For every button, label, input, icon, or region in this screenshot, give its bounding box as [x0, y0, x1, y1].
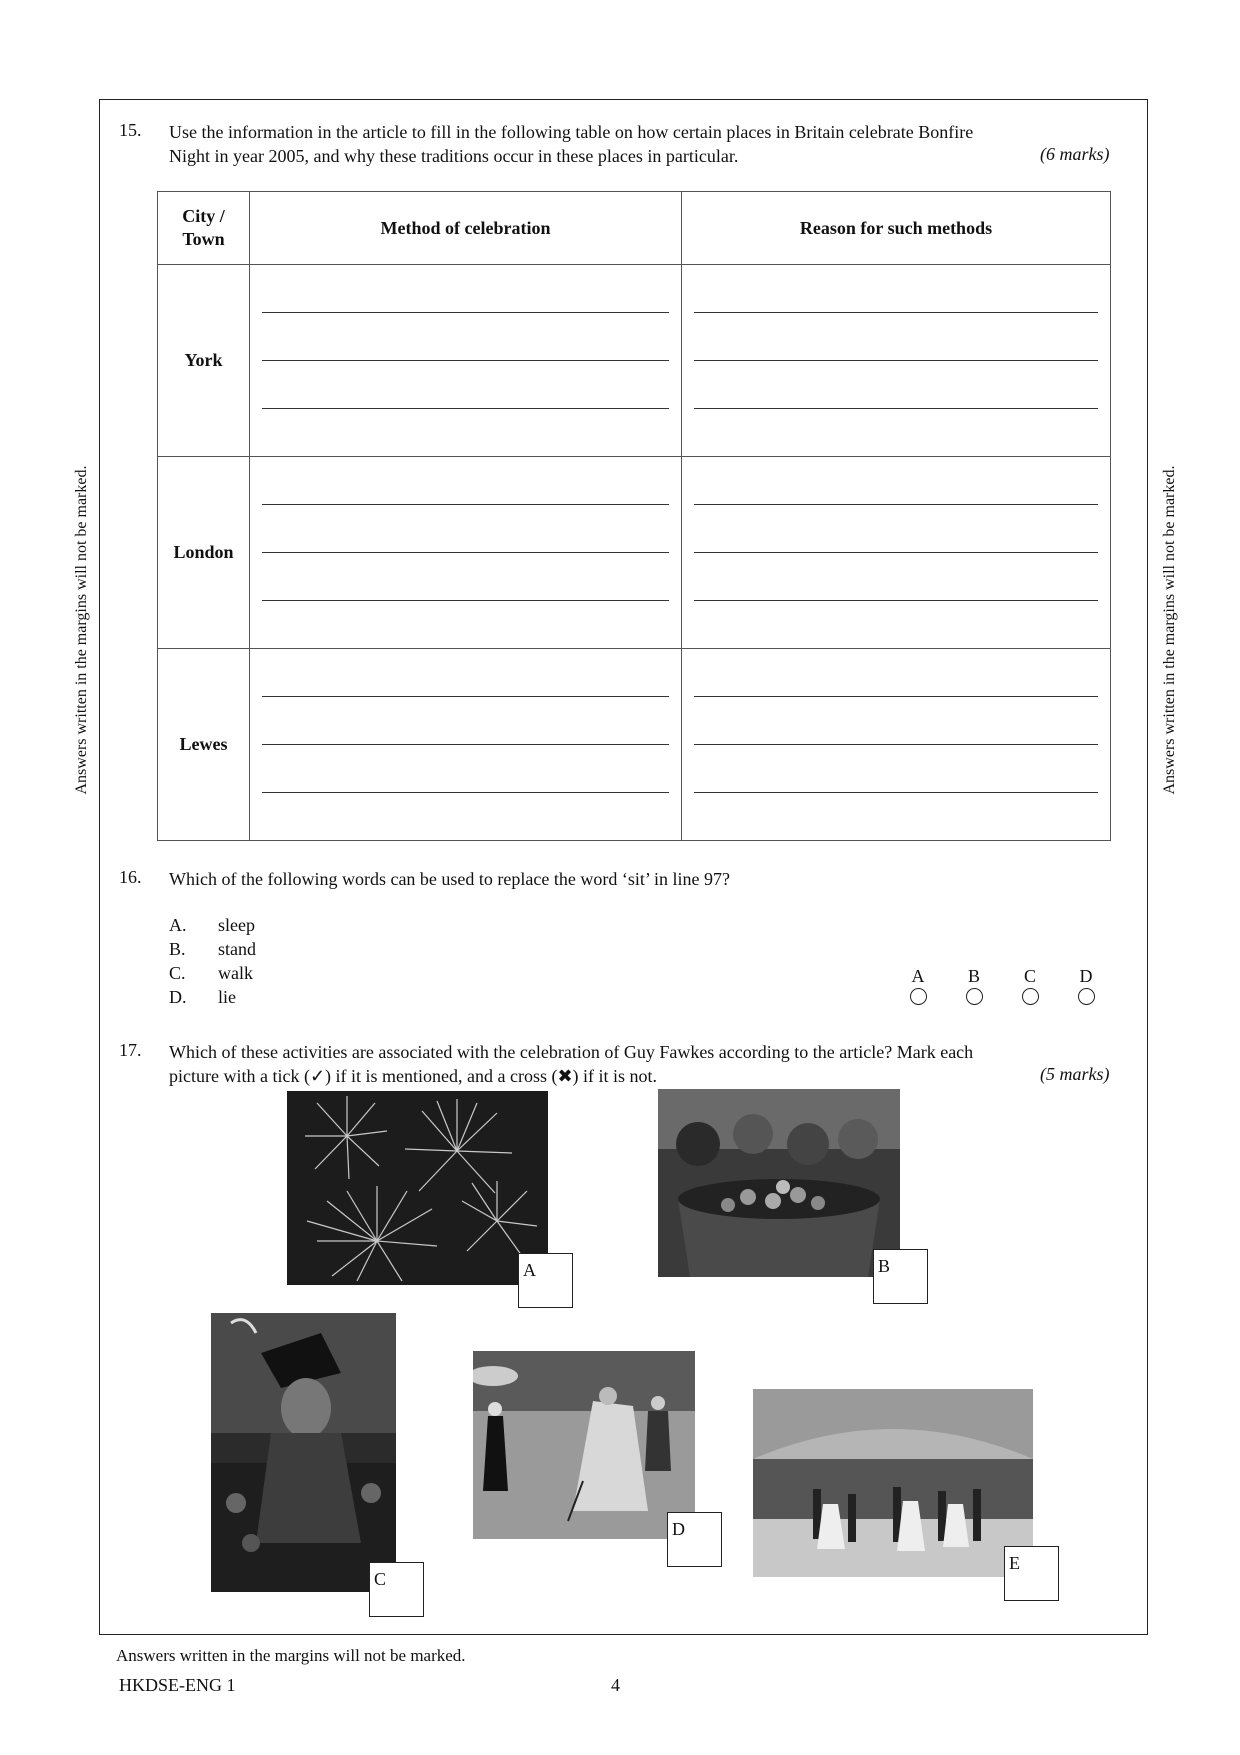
option-text: lie	[218, 987, 236, 1007]
q15-marks: (6 marks)	[1040, 144, 1110, 164]
q15-number: 15.	[119, 120, 142, 140]
ballroom-photo	[753, 1389, 1033, 1577]
bubble-label: D	[1079, 966, 1093, 986]
fireworks-photo	[287, 1091, 548, 1285]
footer-margin-note: Answers written in the margins will not be marked.	[116, 1646, 466, 1665]
table-row-london	[158, 457, 1111, 649]
answer-bubble-c[interactable]	[1022, 988, 1039, 1005]
reason-answer-area[interactable]	[682, 457, 1111, 649]
table-row-york	[158, 265, 1111, 457]
city-cell: London	[158, 457, 250, 649]
reason-answer-area[interactable]	[682, 649, 1111, 841]
answer-box-d[interactable]	[667, 1512, 722, 1567]
q15-answer-table	[157, 191, 1111, 841]
table-header-row	[158, 192, 1111, 265]
q17-text-line2: picture with a tick (✓) if it is mentioned, and a cross (✖) if it is not.	[169, 1066, 658, 1086]
answer-box-a[interactable]	[518, 1253, 573, 1308]
bubble-label: B	[967, 966, 980, 986]
method-answer-area[interactable]	[250, 649, 682, 841]
box-label: C	[374, 1569, 387, 1589]
q16-number: 16.	[119, 867, 142, 887]
q15-text-line2: Night in year 2005, and why these traditions occur in these places in particular.	[169, 146, 739, 166]
option-letter: C.	[169, 963, 186, 983]
col-city-header: City / Town	[158, 192, 250, 265]
q15-text-line1: Use the information in the article to fill in the following table on how certain places in Britain celebrate Bonfire	[169, 122, 974, 142]
option-letter: D.	[169, 987, 187, 1007]
bubble-label: C	[1023, 966, 1036, 986]
exam-code: HKDSE-ENG 1	[119, 1675, 236, 1695]
page-number: 4	[611, 1675, 620, 1695]
city-cell: Lewes	[158, 649, 250, 841]
option-text: sleep	[218, 915, 255, 935]
option-text: stand	[218, 939, 256, 959]
bubble-label: A	[911, 966, 925, 986]
option-letter: B.	[169, 939, 186, 959]
croquet-photo	[473, 1351, 695, 1539]
col-method-header: Method of celebration	[250, 192, 682, 265]
answer-bubble-b[interactable]	[966, 988, 983, 1005]
reason-answer-area[interactable]	[682, 265, 1111, 457]
q16-text: Which of the following words can be used to replace the word ‘sit’ in line 97?	[169, 869, 730, 889]
city-cell: York	[158, 265, 250, 457]
box-label: E	[1009, 1553, 1020, 1573]
box-label: A	[523, 1260, 536, 1280]
answer-box-e[interactable]	[1004, 1546, 1059, 1601]
guy-effigy-photo	[211, 1313, 396, 1592]
answer-box-c[interactable]	[369, 1562, 424, 1617]
apple-bobbing-photo	[658, 1089, 900, 1277]
box-label: B	[878, 1256, 891, 1276]
box-label: D	[672, 1519, 685, 1539]
method-answer-area[interactable]	[250, 457, 682, 649]
right-margin-note: Answers written in the margins will not be marked.	[1161, 465, 1178, 795]
answer-box-b[interactable]	[873, 1249, 928, 1304]
col-reason-header: Reason for such methods	[682, 192, 1111, 265]
q17-text-line1: Which of these activities are associated with the celebration of Guy Fawkes according to the article? Mark each	[169, 1042, 974, 1062]
table-row-lewes	[158, 649, 1111, 841]
answer-bubble-d[interactable]	[1078, 988, 1095, 1005]
q17-number: 17.	[119, 1040, 142, 1060]
answer-bubble-a[interactable]	[910, 988, 927, 1005]
option-letter: A.	[169, 915, 187, 935]
left-margin-note: Answers written in the margins will not be marked.	[73, 465, 90, 795]
q17-marks: (5 marks)	[1040, 1064, 1110, 1084]
option-text: walk	[218, 963, 253, 983]
method-answer-area[interactable]	[250, 265, 682, 457]
